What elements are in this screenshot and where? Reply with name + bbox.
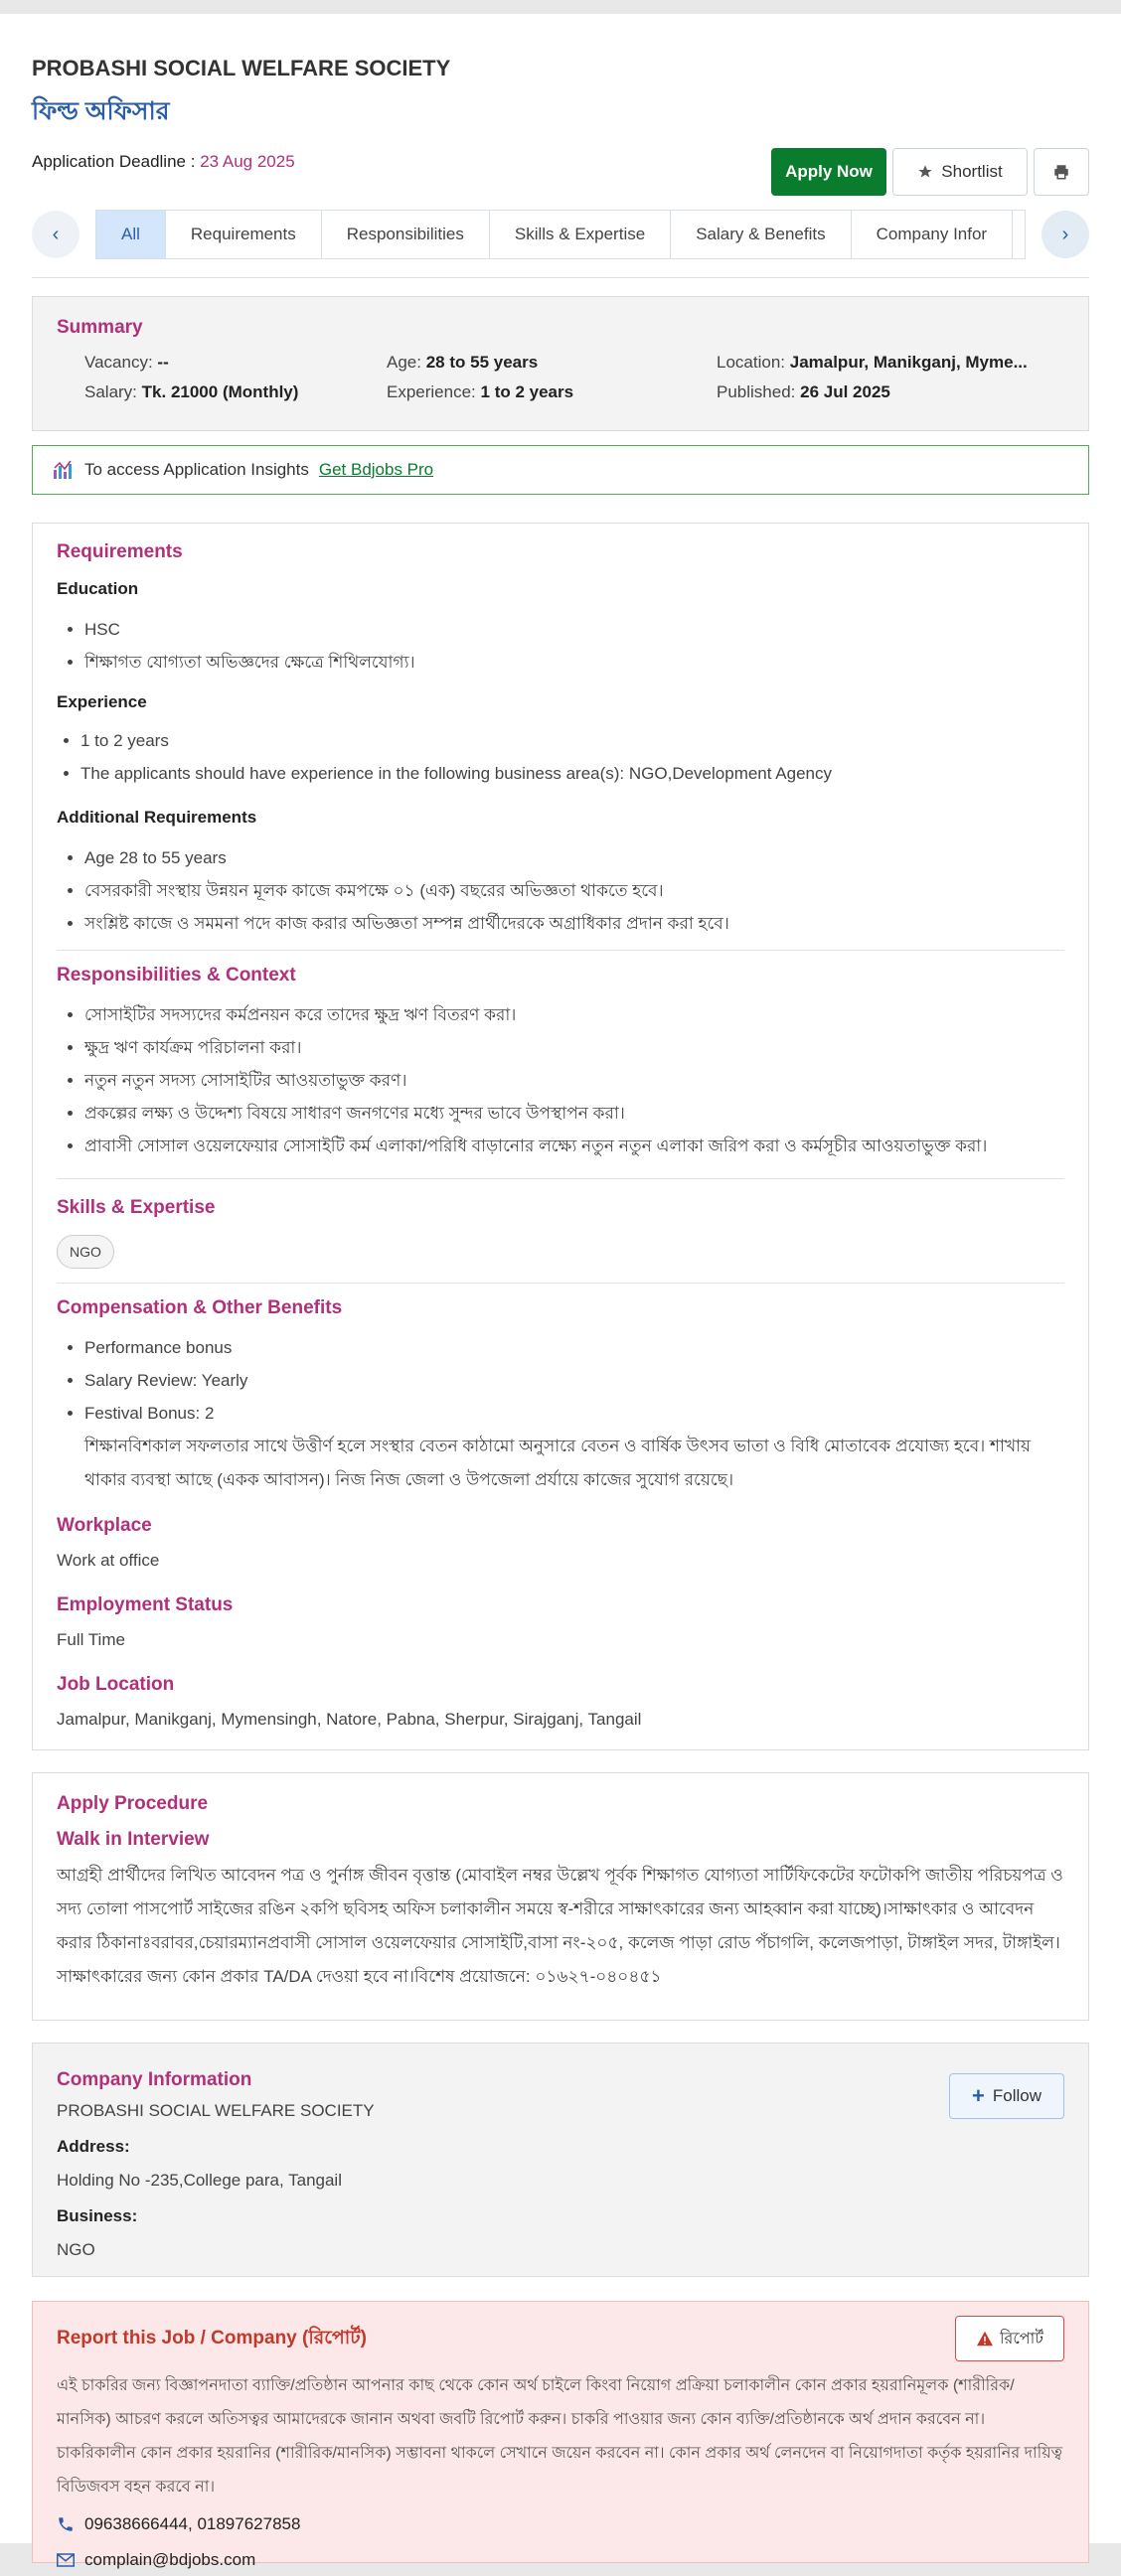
apply-procedure-title: Apply Procedure: [57, 1793, 209, 1814]
skills-title: Skills & Expertise: [57, 1197, 216, 1218]
experience-list: [57, 724, 1064, 790]
requirements-title: Requirements: [57, 541, 183, 562]
report-button[interactable]: [955, 2316, 1064, 2361]
list-item: • সংশ্লিষ্ট কাজে ও সমমনা পদে কাজ করার অভিজ্ঞতা সম্পন্ন প্রার্থীদেরকে অগ্রাধিকার প্রদান করা হবে।: [84, 907, 1064, 940]
chevron-right-icon: ›: [1061, 223, 1069, 245]
company-business: NGO: [57, 2240, 95, 2259]
report-email-address[interactable]: complain@bdjobs.com: [84, 2550, 256, 2569]
workplace-title: Workplace: [57, 1515, 152, 1536]
divider: [57, 950, 1064, 951]
summary-title: Summary: [57, 317, 143, 338]
follow-button[interactable]: [949, 2073, 1064, 2119]
warning-icon: [976, 2331, 994, 2347]
list-item: • 1 to 2 years: [80, 724, 1064, 757]
location-label: Location:: [717, 353, 785, 372]
company-info-name: PROBASHI SOCIAL WELFARE SOCIETY: [57, 2101, 375, 2120]
experience-label: Experience:: [387, 382, 476, 401]
summary-panel: [32, 296, 1089, 431]
additional-requirements-title: Additional Requirements: [57, 808, 257, 827]
list-item: • HSC: [84, 613, 1064, 646]
follow-label: Follow: [992, 2086, 1041, 2105]
summary-salary: [57, 382, 387, 402]
email-icon: [57, 2553, 75, 2567]
report-email: [57, 2544, 1064, 2576]
list-item: • The applicants should have experience in the following business area(s): NGO,Development Agency: [80, 757, 1064, 790]
company-address: Holding No -235,College para, Tangail: [57, 2171, 342, 2190]
tab-company-info[interactable]: Company Infor: [852, 211, 1014, 258]
apply-procedure-card: [32, 1772, 1089, 2021]
summary-age: [387, 353, 717, 373]
job-details-page: [0, 14, 1121, 2569]
skill-chip-ngo[interactable]: NGO: [57, 1235, 114, 1269]
responsibilities-list: [57, 998, 1064, 1162]
published-value: 26 Jul 2025: [800, 382, 890, 401]
age-label: Age:: [387, 353, 421, 372]
deadline-label: Application Deadline :: [32, 152, 196, 171]
benefits-title: Compensation & Other Benefits: [57, 1297, 343, 1318]
insights-text: To access Application Insights: [84, 460, 309, 479]
experience-title: Experience: [57, 692, 147, 711]
employment-status-value: Full Time: [57, 1630, 125, 1649]
report-text: এই চাকরির জন্য বিজ্ঞাপনদাতা ব্যাক্তি/প্রতিষ্ঠান আপনার কাছ থেকে কোন অর্থ চাইলে কিংবা নিয়োগ প্রক্রিয়া চলাকালীন কোন প্রকার হয়রানিমূলক (শারীরিক/মানসিক) আচরণ করলে অতিসত্বর আমাদেরকে জানান অথবা জবটি রিপোর্ট করুন। চাকরি পাওয়ার জন্য কোন ব্যক্তি/প্রতিষ্ঠানকে অর্থ প্রদান করবেন না। চাকরিকালীন কোন প্রকার হয়রানির (শারীরিক/মানসিক) সম্ভাবনা থাকলে সেখানে জয়েন করবেন না। কোন প্রকার অর্থ লেনদেন বা নিয়োগদাতা কর্তৃক হয়রানির দায়িত্ব বিডিজবস বহন করবে না।: [57, 2377, 1063, 2496]
list-item: • ক্ষুদ্র ঋণ কার্যক্রম পরিচালনা করা।: [84, 1031, 1064, 1064]
job-location-title: Job Location: [57, 1674, 175, 1695]
company-name: PROBASHI SOCIAL WELFARE SOCIETY: [32, 56, 451, 80]
divider: [57, 1178, 1064, 1179]
salary-label: Salary:: [84, 382, 137, 401]
tabs-scroll-left[interactable]: [32, 211, 80, 258]
business-label: Business:: [57, 2206, 138, 2225]
report-job-card: [32, 2301, 1089, 2569]
address-label: Address:: [57, 2137, 130, 2156]
insights-chart-icon: [53, 460, 75, 480]
vacancy-value: --: [157, 353, 169, 372]
list-item: • Performance bonus: [84, 1331, 1064, 1364]
tab-responsibilities[interactable]: Responsibilities: [322, 211, 490, 258]
list-item: • বেসরকারী সংস্থায় উন্নয়ন মূলক কাজে কমপক্ষে ০১ (এক) বছরের অভিজ্ঞতা থাকতে হবে।: [84, 874, 1064, 907]
report-title: Report this Job / Company (রিপোর্ট): [57, 2328, 367, 2349]
application-deadline: [32, 152, 295, 172]
report-phone-number[interactable]: 09638666444, 01897627858: [84, 2514, 301, 2533]
age-value: 28 to 55 years: [425, 353, 539, 372]
responsibilities-title: Responsibilities & Context: [57, 965, 296, 985]
tab-list: [95, 210, 1026, 259]
benefits-list: [57, 1331, 1064, 1430]
report-button-label: রিপোর্ট: [999, 2330, 1044, 2348]
tabs-scroll-right[interactable]: [1041, 211, 1089, 258]
divider: [32, 277, 1089, 278]
education-title: Education: [57, 579, 139, 598]
application-insights-banner: [32, 445, 1089, 495]
shortlist-label: Shortlist: [941, 162, 1003, 181]
summary-location: [717, 353, 1046, 373]
list-item: • প্রকল্পের লক্ষ্য ও উদ্দেশ্য বিষয়ে সাধারণ জনগণের মধ্যে সুন্দর ভাবে উপস্থাপন করা।: [84, 1097, 1064, 1130]
report-phone: [57, 2508, 1064, 2540]
education-list: [57, 613, 1064, 679]
tab-all[interactable]: All: [96, 211, 166, 258]
company-information-card: [32, 2043, 1089, 2277]
list-item: • সোসাইটির সদস্যদের কর্মপ্রনয়ন করে তাদের ক্ষুদ্র ঋণ বিতরণ করা।: [84, 998, 1064, 1031]
chevron-left-icon: ‹: [52, 223, 60, 245]
job-actions: [771, 148, 1089, 196]
divider: [57, 1283, 1064, 1284]
location-value: Jamalpur, Manikganj, Myme...: [789, 353, 1028, 372]
tab-skills-expertise[interactable]: Skills & Expertise: [490, 211, 671, 258]
published-label: Published:: [717, 382, 796, 401]
deadline-row: [32, 148, 1089, 196]
tab-requirements[interactable]: Requirements: [166, 211, 322, 258]
job-title: ফিল্ড অফিসার: [32, 97, 170, 125]
phone-icon: [57, 2515, 75, 2533]
company-information-title: Company Information: [57, 2069, 252, 2090]
printer-icon: [1052, 163, 1070, 181]
summary-experience: [387, 382, 717, 402]
vacancy-label: Vacancy:: [84, 353, 153, 372]
list-item: • প্রাবাসী সোসাল ওয়েলফেয়ার সোসাইটি কর্ম এলাকা/পরিধি বাড়ানোর লক্ষ্যে নতুন নতুন এলাকা জরিপ করা ও কর্মসূচীর আওয়তাভুক্ত করা।: [84, 1130, 1064, 1162]
summary-published: [717, 382, 1046, 402]
workplace-value: Work at office: [57, 1551, 160, 1570]
summary-grid: [57, 353, 1064, 402]
list-item: • Salary Review: Yearly: [84, 1364, 1064, 1397]
list-item: • শিক্ষাগত যোগ্যতা অভিজ্ঞদের ক্ষেত্রে শিথিলযোগ্য।: [84, 646, 1064, 679]
additional-requirements-list: [57, 841, 1064, 940]
apply-now-button[interactable]: Apply Now: [771, 148, 886, 196]
salary-value: Tk. 21000 (Monthly): [141, 382, 299, 401]
star-icon: [917, 164, 933, 180]
walk-in-interview-title: Walk in Interview: [57, 1829, 210, 1850]
tab-salary-benefits[interactable]: Salary & Benefits: [671, 211, 851, 258]
job-details-card: [32, 523, 1089, 1750]
experience-value: 1 to 2 years: [480, 382, 574, 401]
employment-status-title: Employment Status: [57, 1594, 234, 1615]
apply-procedure-text: আগ্রহী প্রার্থীদের লিখিত আবেদন পত্র ও পুর্নাঙ্গ জীবন বৃত্তান্ত (মোবাইল নম্বর উল্লেখ পূর্বক শিক্ষাগত যোগ্যতা সার্টিফিকেটের ফটোকপি জাতীয় পরিচয়পত্র ও সদ্য তোলা পাসপোর্ট সাইজের রঙিন ২কপি ছবিসহ অফিস চলাকালীন সময়ে স্ব-শরীরে সাক্ষাৎকারের জন্য আহব্বান করা যাচ্ছে)।সাক্ষাৎকার ও আবেদন করার ঠিকানাঃবরাবর,চেয়ারম্যানপ্রবাসী সোসাল ওয়েলফেয়ার সোসাইটি,বাসা নং-২০৫, কলেজ পাড়া রোড পঁচাগলি, কলেজপাড়া, টাঙ্গাইল সদর, টাঙ্গাইল। সাক্ষাৎকারের জন্য কোন প্রকার TA/DA দেওয়া হবে না।বিশেষ প্রয়োজনে: ০১৬২৭-০৪০৪৫১: [57, 1866, 1063, 1986]
get-bdjobs-pro-link[interactable]: Get Bdjobs Pro: [318, 460, 434, 479]
plus-icon: +: [972, 2083, 985, 2108]
section-tabs: [32, 210, 1089, 259]
list-item: • নতুন নতুন সদস্য সোসাইটির আওয়তাভুক্ত করণ।: [84, 1064, 1064, 1097]
deadline-date: 23 Aug 2025: [200, 152, 295, 171]
summary-vacancy: [57, 353, 387, 373]
print-button[interactable]: [1034, 148, 1089, 196]
job-location-value: Jamalpur, Manikganj, Mymensingh, Natore, Pabna, Sherpur, Sirajganj, Tangail: [57, 1710, 642, 1729]
list-item: • Age 28 to 55 years: [84, 841, 1064, 874]
benefits-note: শিক্ষানবিশকাল সফলতার সাথে উত্তীর্ণ হলে সংস্থার বেতন কাঠামো অনুসারে বেতন ও বার্ষিক উৎসব ভাতা ও বিধি মোতাবেক প্রযোজ্য হবে। শাখায় থাকার ব্যবস্থা আছে (একক আবাসন)। নিজ নিজ জেলা ও উপজেলা প্রর্যায়ে কাজের সুযোগ রয়েছে।: [84, 1437, 1032, 1489]
shortlist-button[interactable]: [892, 148, 1028, 196]
list-item: • Festival Bonus: 2: [84, 1397, 1064, 1430]
